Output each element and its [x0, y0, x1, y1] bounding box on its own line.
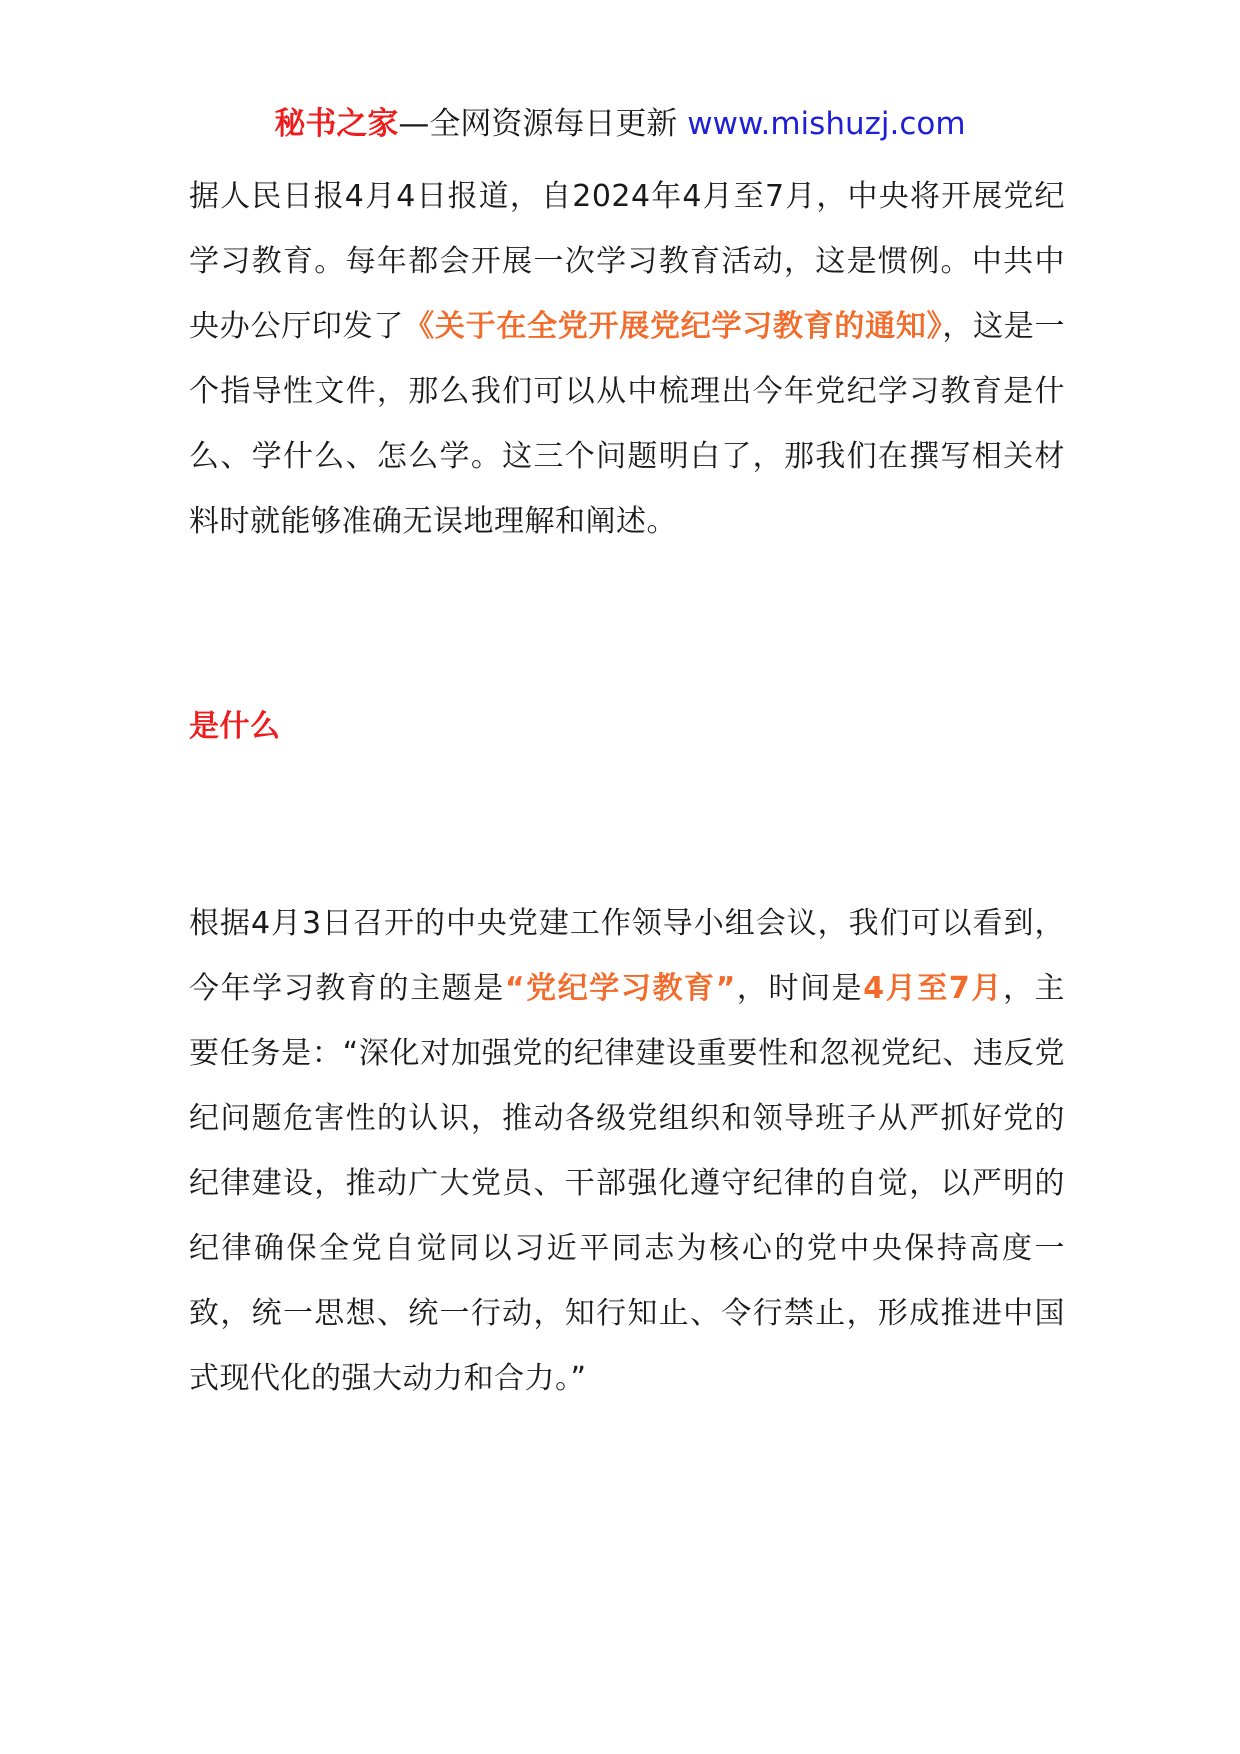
body-text-2: ，时间是 [735, 971, 864, 1006]
section-heading: 是什么 [189, 709, 281, 744]
body-text-3: ，主要任务是：“深化对加强党的纪律建设重要性和忽视党纪、违反党纪问题危害性的认识，推动各级党组织和领导班子从严抓好党的纪律建设，推动广大党员、干部强化遵守纪律的自觉，以严明的纪律确保全党自觉同以习近平同志为核心的党中央保持高度一致，统一思想、统一行动，知行知止、令行禁止，形成推进中国式现代化的强大动力和合力。” [189, 971, 1066, 1396]
period-highlight: 4月至7月 [863, 971, 1003, 1006]
theme-highlight: “党纪学习教育” [504, 971, 736, 1006]
brand-name: 秘书之家 [274, 106, 399, 142]
document-body [189, 164, 1065, 1411]
intro-text-1: 据人民日报4月4日报道，自2024年4月至7月，中央将开展党纪学习教育。每年都会开展一次学习教育活动，这是惯例。中共中央办公厅印发了 [189, 179, 1065, 344]
body-paragraph [189, 891, 1065, 1411]
intro-text-2: ，这是一个指导性文件，那么我们可以从中梳理出今年党纪学习教育是什么、学什么、怎么学。这三个问题明白了，那我们在撰写相关材料时就能够准确无误地理解和阐述。 [189, 309, 1066, 539]
site-url-link[interactable]: www.mishuzj.com [687, 106, 966, 142]
body-text-1: 根据4月3日召开的中央党建工作领导小组会议，我们可以看到，今年学习教育的主题是 [189, 906, 1065, 1006]
document-title-highlight: 《关于在全党开展党纪学习教育的通知》 [404, 309, 943, 344]
page-header [0, 100, 1240, 148]
header-tagline: —全网资源每日更新 [398, 106, 688, 142]
intro-paragraph [189, 164, 1065, 554]
spacer [189, 759, 1065, 891]
spacer [189, 554, 1065, 694]
